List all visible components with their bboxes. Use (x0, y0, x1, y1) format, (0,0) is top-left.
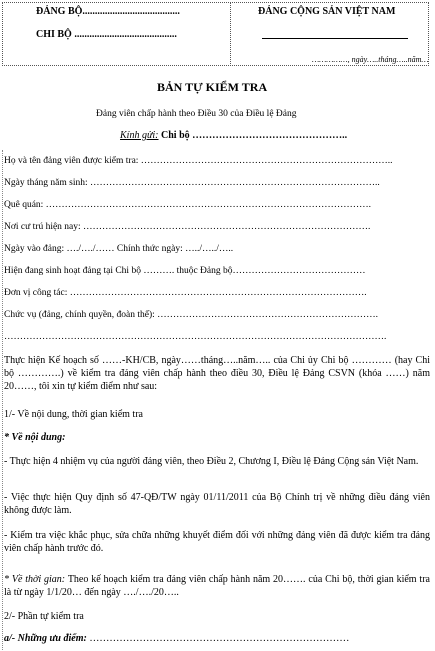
left-margin-guide (2, 150, 3, 650)
recipient-label: Kính gửi: (120, 130, 159, 141)
header-country-title: ĐẢNG CỘNG SẢN VIỆT NAM (258, 6, 396, 17)
time-label: * Về thời gian: (4, 574, 66, 585)
field-position: Chức vụ (đảng, chính quyền, đoàn thể): ……………………………………………………………. (4, 310, 379, 320)
time-text: Theo kế hoạch kiểm tra đảng viên chấp hành năm 20……. của Chi bộ, thời gian kiểm tra là từ ngày 1/1/20… đến ngày …./…./20….. (4, 574, 430, 598)
section-1-heading: 1/- Về nội dung, thời gian kiểm tra (4, 409, 143, 420)
field-extra-line: …………………………………………………………………………………………………………. (4, 332, 387, 342)
content-item-2: - Việc thực hiện Quy định số 47-QĐ/TW ngày 01/11/2011 của Bộ Chính trị về những điều đảng viên không được làm. (4, 492, 430, 516)
field-residence: Nơi cư trú hiện nay: ………………………………………………………………………………. (4, 222, 371, 232)
recipient-value: Chi bộ ……………………………………….. (161, 130, 348, 141)
header-underline (262, 38, 408, 39)
intro-paragraph: Thực hiện Kế hoạch số ……-KH/CB, ngày……tháng…..năm….. của Chi ủy Chi bộ ………… (hay Chi bộ ………….) về kiểm tra đảng viên chấp hành theo điều 30, Điều lệ Đảng CSVN (khóa ……) năm 20……, tôi xin tự kiểm điểm như sau: (4, 355, 430, 392)
doc-title: BẢN TỰ KIỂM TRA (157, 80, 268, 94)
recipient-line (120, 130, 347, 141)
header-party-cell: CHI BỘ ......................................... (36, 29, 177, 40)
strengths-label: a/- Những ưu điểm: (4, 633, 87, 644)
content-item-1: - Thực hiện 4 nhiệm vụ của người đảng viên, theo Điều 2, Chương I, Điều lệ Đảng Cộng sản Việt Nam. (4, 456, 419, 467)
header-date-line: ……………, ngày…..tháng…..năm… (312, 55, 429, 64)
field-party-join-date: Ngày vào đảng: …./…./…… Chính thức ngày: …../…../….. (4, 244, 234, 254)
content-item-3: - Kiểm tra việc khắc phục, sửa chữa những khuyết điểm đối với những đảng viên đã được kiểm tra đảng viên chấp hành trước đó. (4, 530, 430, 554)
content-label: * Về nội dung: (4, 432, 66, 443)
header-divider (230, 2, 231, 64)
field-work-unit: Đơn vị công tác: …………………………………………………………………………………. (4, 288, 367, 298)
strengths-line (4, 633, 349, 644)
field-full-name: Họ và tên đảng viên được kiểm tra: …………………………………………………………………….. (4, 156, 393, 166)
header-party-committee: ĐẢNG BỘ....................................... (36, 6, 180, 17)
field-hometown: Quê quán: …………………………………………………………………………………………. (4, 200, 372, 210)
section-2-heading: 2/- Phần tự kiểm tra (4, 611, 84, 622)
strengths-dots: …………………………………………………………………… (89, 633, 350, 644)
field-birth-date: Ngày tháng năm sinh: ……………………………………………………………………………….. (4, 178, 380, 188)
doc-subtitle: Đảng viên chấp hành theo Điều 30 của Điều lệ Đảng (96, 109, 297, 119)
field-current-cell: Hiện đang sinh hoạt đảng tại Chi bộ ………. thuộc Đảng bộ…………………………………… (4, 266, 366, 276)
time-paragraph (4, 573, 430, 599)
